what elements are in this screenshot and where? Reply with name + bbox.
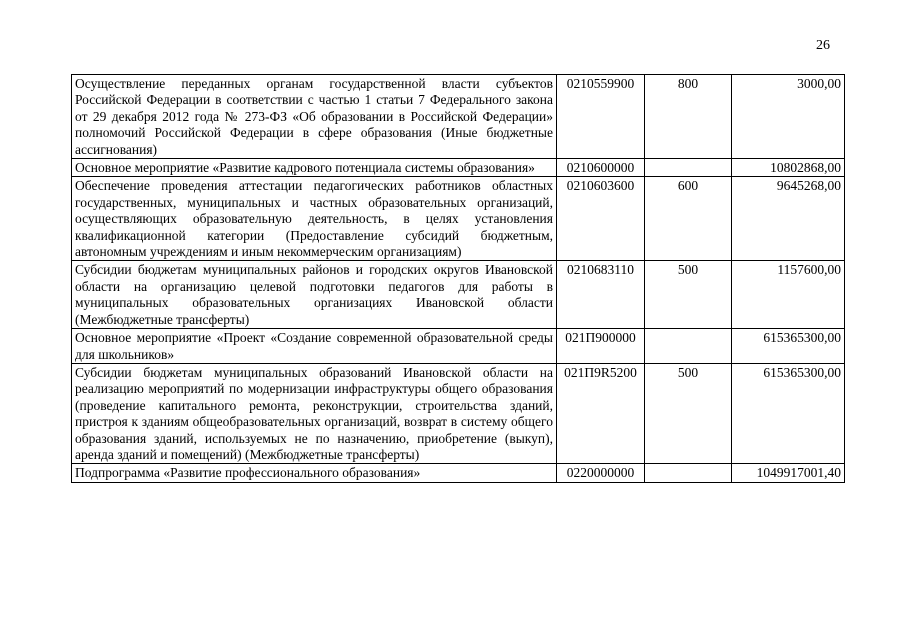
row-target-code: 0210559900 — [557, 75, 645, 159]
row-name: Основное мероприятие «Проект «Создание современной образовательной среды для школьников» — [72, 329, 557, 364]
row-name: Основное мероприятие «Развитие кадрового потенциала системы образования» — [72, 159, 557, 177]
row-expense-type — [645, 464, 732, 482]
row-expense-type — [645, 329, 732, 364]
row-name: Субсидии бюджетам муниципальных районов и городских округов Ивановской области на организацию целевой подготовки педагогов для работы в муниципальных образовательных организациях Ивановской области (Межбюджетные трансферты) — [72, 261, 557, 329]
row-target-code: 0210600000 — [557, 159, 645, 177]
row-sum: 3000,00 — [732, 75, 845, 159]
row-target-code: 0220000000 — [557, 464, 645, 482]
row-target-code: 0210683110 — [557, 261, 645, 329]
row-target-code: 021П9R5200 — [557, 363, 645, 463]
row-target-code: 0210603600 — [557, 177, 645, 261]
row-sum: 615365300,00 — [732, 329, 845, 364]
row-sum: 9645268,00 — [732, 177, 845, 261]
table-row — [72, 75, 845, 159]
row-expense-type: 500 — [645, 261, 732, 329]
table-row — [72, 464, 845, 482]
row-name: Осуществление переданных органам государственной власти субъектов Российской Федерации в соответствии с частью 1 статьи 7 Федерального закона от 29 декабря 2012 года № 273-ФЗ «Об образовании в Российской Федерации» полномочий Российской Федерации в сфере образования (Иные бюджетные ассигнования) — [72, 75, 557, 159]
row-target-code: 021П900000 — [557, 329, 645, 364]
row-expense-type: 600 — [645, 177, 732, 261]
table-row — [72, 329, 845, 364]
row-name: Субсидии бюджетам муниципальных образований Ивановской области на реализацию мероприятий по модернизации инфраструктуры общего образования (проведение капитального ремонта, реконструкции, строительства зданий, пристроя к зданиям общеобразовательных организаций, возврат в систему общего образования зданий, используемых не по назначению, приобретение (выкуп), аренда зданий и помещений) (Межбюджетные трансферты) — [72, 363, 557, 463]
row-sum: 10802868,00 — [732, 159, 845, 177]
page-number: 26 — [816, 38, 830, 53]
budget-table-body — [72, 75, 845, 483]
row-sum: 1157600,00 — [732, 261, 845, 329]
row-expense-type: 800 — [645, 75, 732, 159]
budget-table — [71, 74, 845, 483]
table-row — [72, 261, 845, 329]
row-name: Подпрограмма «Развитие профессионального образования» — [72, 464, 557, 482]
row-expense-type: 500 — [645, 363, 732, 463]
row-sum: 615365300,00 — [732, 363, 845, 463]
row-name: Обеспечение проведения аттестации педагогических работников областных государственных, муниципальных и частных образовательных организаций, осуществляющих образовательную деятельность, в целях установления квалификационной категории (Предоставление субсидий бюджетным, автономным учреждениям и иным некоммерческим организациям) — [72, 177, 557, 261]
table-row — [72, 159, 845, 177]
table-row — [72, 177, 845, 261]
table-row — [72, 363, 845, 463]
row-expense-type — [645, 159, 732, 177]
row-sum: 1049917001,40 — [732, 464, 845, 482]
